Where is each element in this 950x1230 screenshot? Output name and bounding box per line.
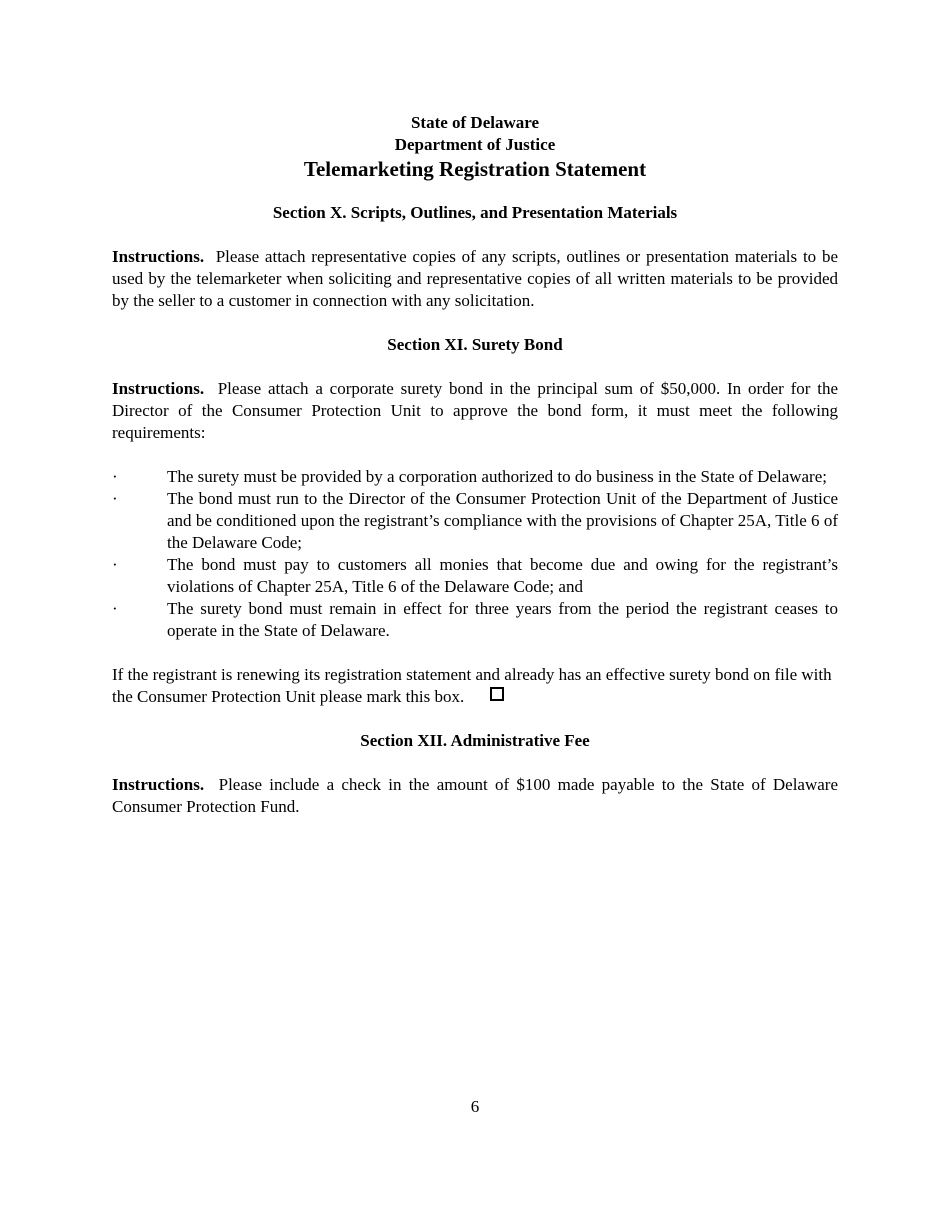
section-xii-instructions-label: Instructions. <box>112 775 205 794</box>
list-item <box>112 598 838 642</box>
department-name: Department of Justice <box>394 135 556 154</box>
section-xii-heading: Section XII. Administrative Fee <box>360 731 590 750</box>
bullet-icon: · <box>112 599 118 618</box>
bond-requirements-list <box>112 466 838 642</box>
section-xi-instructions <box>112 378 838 444</box>
bullet-icon: · <box>112 489 118 508</box>
bullet-icon: · <box>112 555 118 574</box>
bullet-icon: · <box>112 467 118 486</box>
page-number: 6 <box>470 1097 480 1116</box>
section-xii-instructions-text: Please include a check in the amount of $100 made payable to the State of Delaware Consumer Protection Fund. <box>112 775 839 816</box>
requirement-text: The bond must pay to customers all monies that become due and owing for the registrant’s violations of Chapter 25A, Title 6 of the Delaware Code; and <box>167 555 838 596</box>
renewal-checkbox[interactable] <box>490 687 504 701</box>
section-xi-instructions-text: Please attach a corporate surety bond in the principal sum of $50,000. In order for the Director of the Consumer Protection Unit to approve the bond form, it must meet the following requirements: <box>112 379 839 442</box>
list-item <box>112 466 838 488</box>
state-name: State of Delaware <box>410 113 540 132</box>
section-x-instructions-text: Please attach representative copies of any scripts, outlines or presentation materials to be used by the telemarketer when soliciting and representative copies of all written materials to be provided by the seller to a customer in connection with any solicitation. <box>112 247 839 310</box>
document-title: Telemarketing Registration Statement <box>303 157 647 181</box>
requirement-text: The bond must run to the Director of the Consumer Protection Unit of the Department of Justice and be conditioned upon the registrant’s compliance with the provisions of Chapter 25A, Title 6 of the Delaware Code; <box>167 489 838 552</box>
renewal-text: If the registrant is renewing its registration statement and already has an effective surety bond on file with the Consumer Protection Unit please mark this box. <box>112 665 832 706</box>
section-x-heading: Section X. Scripts, Outlines, and Presentation Materials <box>272 203 678 222</box>
section-xii-instructions <box>112 774 838 818</box>
section-x-instructions <box>112 246 838 312</box>
list-item <box>112 554 838 598</box>
requirement-text: The surety bond must remain in effect for three years from the period the registrant ceases to operate in the State of Delaware. <box>167 599 838 640</box>
section-xi-heading: Section XI. Surety Bond <box>387 335 563 354</box>
section-xi-instructions-label: Instructions. <box>112 379 205 398</box>
renewal-statement <box>112 664 838 708</box>
document-page <box>112 112 838 818</box>
list-item <box>112 488 838 554</box>
requirement-text: The surety must be provided by a corporation authorized to do business in the State of Delaware; <box>167 467 827 486</box>
section-x-instructions-label: Instructions. <box>112 247 205 266</box>
